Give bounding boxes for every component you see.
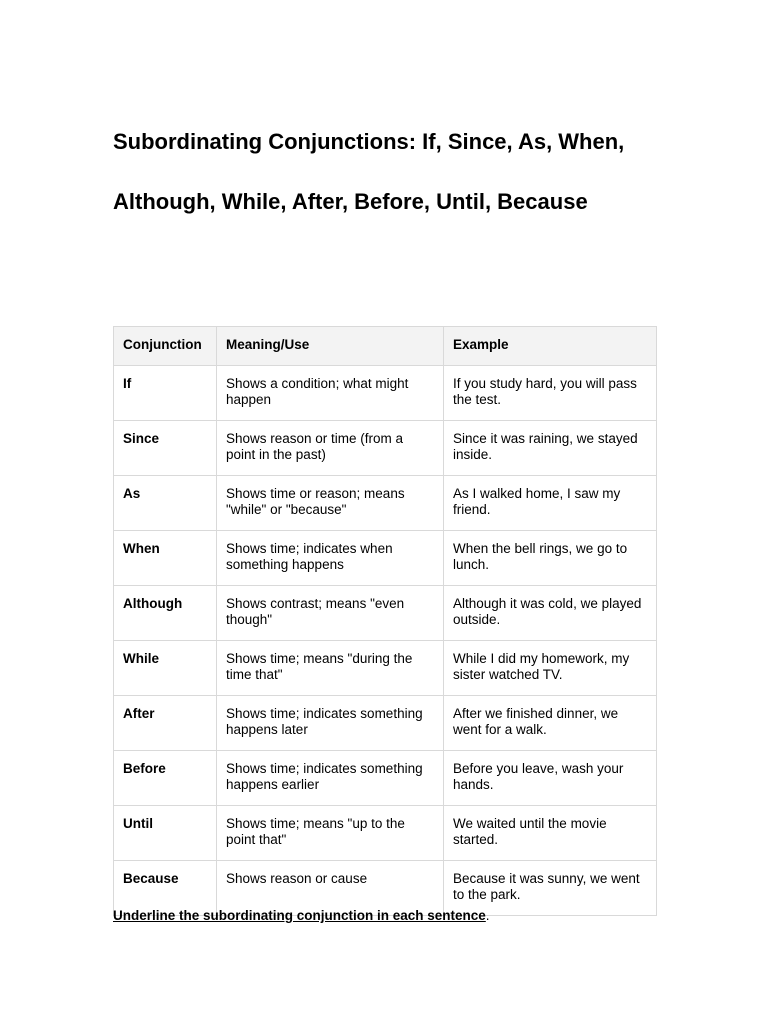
cell-conjunction: When bbox=[114, 530, 217, 585]
header-example: Example bbox=[444, 327, 657, 366]
cell-example: Because it was sunny, we went to the park. bbox=[444, 860, 657, 915]
conjunctions-table bbox=[113, 326, 657, 916]
table-row bbox=[114, 750, 657, 805]
table-row bbox=[114, 585, 657, 640]
cell-conjunction: While bbox=[114, 640, 217, 695]
table-row bbox=[114, 805, 657, 860]
cell-example: After we finished dinner, we went for a walk. bbox=[444, 695, 657, 750]
cell-meaning: Shows reason or cause bbox=[217, 860, 444, 915]
table-row bbox=[114, 365, 657, 420]
cell-conjunction: As bbox=[114, 475, 217, 530]
cell-conjunction: Until bbox=[114, 805, 217, 860]
cell-example: Before you leave, wash your hands. bbox=[444, 750, 657, 805]
table-row bbox=[114, 640, 657, 695]
exercise-instruction bbox=[113, 907, 490, 925]
cell-conjunction: Because bbox=[114, 860, 217, 915]
cell-meaning: Shows time; indicates something happens later bbox=[217, 695, 444, 750]
cell-example: Although it was cold, we played outside. bbox=[444, 585, 657, 640]
cell-meaning: Shows time; indicates something happens earlier bbox=[217, 750, 444, 805]
cell-meaning: Shows contrast; means "even though" bbox=[217, 585, 444, 640]
cell-example: Since it was raining, we stayed inside. bbox=[444, 420, 657, 475]
title-line-2: Although, While, After, Before, Until, Because bbox=[113, 189, 588, 214]
table-row bbox=[114, 475, 657, 530]
title-line-1: Subordinating Conjunctions: If, Since, As, When, bbox=[113, 129, 625, 154]
cell-conjunction: If bbox=[114, 365, 217, 420]
cell-conjunction: Before bbox=[114, 750, 217, 805]
page-title bbox=[113, 112, 673, 232]
cell-example: If you study hard, you will pass the test. bbox=[444, 365, 657, 420]
instruction-period: . bbox=[485, 908, 490, 923]
cell-meaning: Shows time; indicates when something happens bbox=[217, 530, 444, 585]
header-meaning-use: Meaning/Use bbox=[217, 327, 444, 366]
cell-conjunction: Since bbox=[114, 420, 217, 475]
cell-meaning: Shows time; means "during the time that" bbox=[217, 640, 444, 695]
cell-example: As I walked home, I saw my friend. bbox=[444, 475, 657, 530]
table-row bbox=[114, 530, 657, 585]
cell-example: While I did my homework, my sister watched TV. bbox=[444, 640, 657, 695]
cell-meaning: Shows time or reason; means "while" or "because" bbox=[217, 475, 444, 530]
cell-meaning: Shows a condition; what might happen bbox=[217, 365, 444, 420]
table-header-row bbox=[114, 327, 657, 366]
conjunctions-table-container bbox=[113, 326, 657, 916]
cell-conjunction: After bbox=[114, 695, 217, 750]
table-row bbox=[114, 695, 657, 750]
header-conjunction: Conjunction bbox=[114, 327, 217, 366]
instruction-text: Underline the subordinating conjunction in each sentence bbox=[113, 908, 486, 923]
cell-example: When the bell rings, we go to lunch. bbox=[444, 530, 657, 585]
cell-meaning: Shows reason or time (from a point in the past) bbox=[217, 420, 444, 475]
cell-conjunction: Although bbox=[114, 585, 217, 640]
cell-example: We waited until the movie started. bbox=[444, 805, 657, 860]
table-row bbox=[114, 420, 657, 475]
cell-meaning: Shows time; means "up to the point that" bbox=[217, 805, 444, 860]
